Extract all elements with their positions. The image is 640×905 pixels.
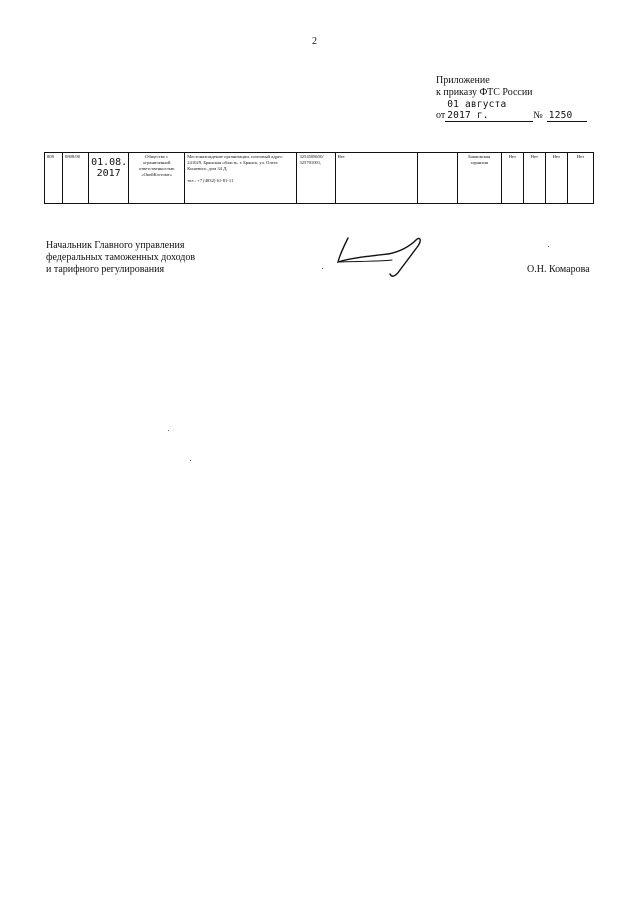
position-line-3: и тарифного регулирования	[46, 264, 165, 275]
order-number: 1250	[547, 110, 587, 122]
cell-org-name: Общество с ограниченной ответственностью «ОкейКэстоме»	[129, 153, 185, 204]
cell-col6: Нет	[335, 153, 417, 204]
address-text: Местонахождение организации, почтовый адрес: 241029, Брянская область, г. Брянск, ул. Олега Кошевого, дом 34 Д,	[187, 154, 284, 171]
cell-date: 01.08. 2017	[89, 153, 129, 204]
registry-table	[44, 152, 594, 204]
handwritten-signature	[330, 232, 430, 280]
cell-col7	[417, 153, 457, 204]
scan-speck	[322, 268, 323, 269]
position-line-2: федеральных таможенных доходов	[46, 252, 196, 263]
cell-col12: Нет	[545, 153, 567, 204]
cell-address	[185, 153, 297, 204]
cell-inn-kpp: 3254508650/ 325701001,	[297, 153, 335, 204]
from-prefix: от	[436, 110, 446, 121]
appendix-title: Приложение	[436, 75, 490, 86]
signer-position	[46, 240, 195, 276]
appendix-order-ref: к приказу ФТС России	[436, 87, 533, 98]
scan-speck	[548, 246, 549, 247]
table-row	[45, 153, 594, 204]
cell-col13: Нет	[567, 153, 593, 204]
position-line-1: Начальник Главного управления	[46, 240, 185, 251]
number-prefix: №	[533, 110, 543, 121]
scan-speck	[168, 430, 169, 431]
appendix-header	[436, 75, 587, 122]
appendix-date-number	[436, 99, 587, 122]
cell-col11: Нет	[523, 153, 545, 204]
cell-col9: Банковская гарантия	[457, 153, 501, 204]
cell-code: 0808/00	[63, 153, 89, 204]
page-number: 2	[312, 36, 317, 47]
phone-text: тел.: +7 (4832) 61-81-11	[187, 178, 234, 183]
cell-col10: Нет	[501, 153, 523, 204]
signer-name: О.Н. Комарова	[527, 264, 590, 275]
cell-index: 808	[45, 153, 63, 204]
scan-speck	[190, 460, 191, 461]
order-date: 01 августа 2017 г.	[445, 99, 533, 122]
